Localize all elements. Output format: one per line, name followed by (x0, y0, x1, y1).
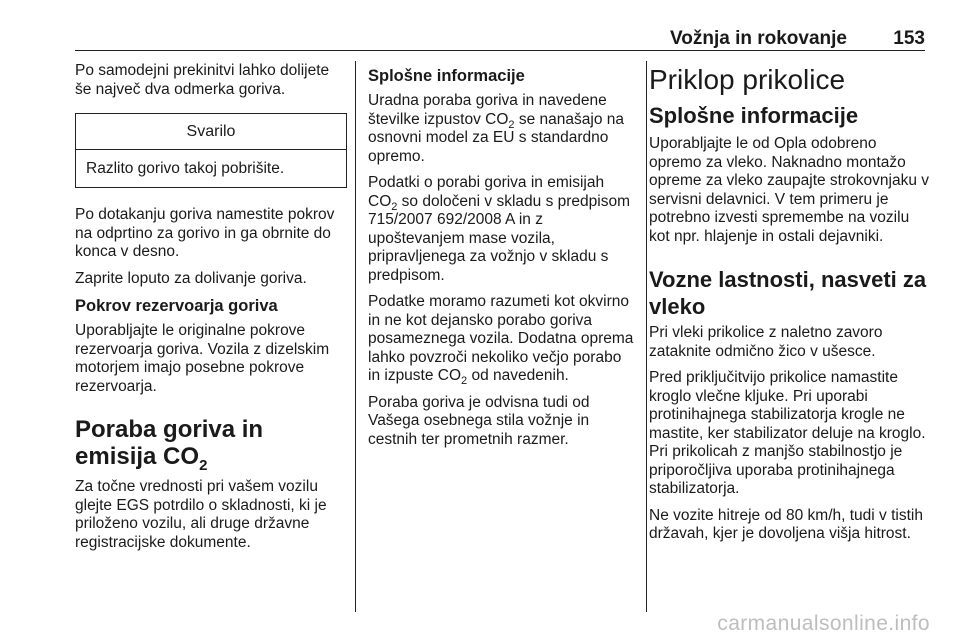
driving-tips-heading: Vozne lastnosti, nasveti za vleko (649, 267, 927, 319)
close-flap-paragraph: Zaprite loputo za dolivanje goriva. (75, 269, 307, 287)
intro-paragraph: Po samodejni prekinitvi lahko dolijete še največ dva odmerka goriva. (75, 62, 330, 98)
speed-limit-paragraph: Ne vozite hitreje od 80 km/h, tudi v tistih državah, kjer je dovoljena višja hitrost. (649, 506, 923, 542)
column-middle (368, 62, 636, 457)
co2-subscript: 2 (199, 456, 208, 474)
caution-body: Razlito gorivo takoj pobrišite. (86, 160, 285, 177)
column-divider-right (646, 61, 647, 612)
fuel-cap-heading: Pokrov rezervoarja goriva (75, 297, 278, 315)
fuel-consumption-heading (75, 416, 347, 474)
fuel-cap-paragraph: Uporabljajte le originalne pokrove rezervoarja goriva. Vozila z dizelskim motorjem imajo posebne pokrove rezervoarja. (75, 322, 330, 395)
header-rule (75, 50, 925, 51)
guideline-paragraph: Podatke moramo razumeti kot okvirno in ne kot dejansko porabo goriva posameznega vozila. Dodatna oprema lahko povzroči nekoliko večjo porabo in izpuste $CO_2$ od navedenih. (368, 293, 634, 388)
refuel-cap-paragraph: Po dotakanju goriva namestite pokrov na odprtino za gorivo in ga obrnite do konca v desno. (75, 206, 335, 260)
page-header (75, 24, 925, 50)
trailer-general-heading: Splošne informacije (649, 103, 859, 128)
caution-heading: Svarilo (76, 114, 346, 150)
fuel-values-paragraph: Za točne vrednosti pri vašem vozilu glejte EGS potrdilo o skladnosti, ki je priloženo vozilu, ali druge državne registracijske dokumente. (75, 478, 327, 551)
caution-box (75, 113, 347, 188)
breakaway-cable-paragraph: Pri vleki prikolice z naletno zavoro zataknite odmično žico v ušesce. (649, 324, 883, 360)
official-consumption-paragraph: Uradna poraba goriva in navedene številke izpustov $CO_2$ se nanašajo na osnovni model za EU s standardno opremo. (368, 92, 624, 165)
trailer-towing-title: Priklop prikolice (649, 64, 846, 95)
header-title: Vožnja in rokovanje (669, 28, 847, 49)
tow-ball-paragraph: Pred priključitvijo prikolice namastite kroglo vlečne kljuke. Pri uporabi protinihajnega stabilizatorja krogle ne mastite, ker stabilizator deluje na kroglo. Pri prikolicah z manjšo stabilnostjo je priporočljiva uporaba protinihajnega stabilizatorja. (649, 369, 926, 497)
column-divider-left (355, 61, 356, 612)
fuel-consumption-heading-line2: emisija CO (75, 443, 200, 470)
column-right (649, 62, 931, 552)
column-left (75, 62, 347, 560)
general-info-heading: Splošne informacije (368, 67, 525, 85)
regulation-paragraph: Podatki o porabi goriva in emisijah $CO_2$ so določeni v skladu s predpisom 715/2007 692/2008 A in z upoštevanjem mase vozila, pripravljenega za vožnjo v skladu s predpisom. (368, 174, 630, 284)
page-number: 153 (893, 28, 925, 49)
fuel-consumption-heading-line1: Poraba goriva in (75, 416, 264, 443)
watermark: carmanualsonline.info (717, 612, 930, 635)
trailer-general-paragraph: Uporabljajte le od Opla odobreno opremo za vleko. Naknadno montažo opreme za vleko zaupajte strokovnjaku v servisni delavnici. V tem primeru je potrebno izvesti spremembe na vozilu kot npr. hlajenje in ostali dejavniki. (649, 135, 930, 245)
driving-style-paragraph: Poraba goriva je odvisna tudi od Vašega osebnega stila vožnje in cestnih ter prometnih razmer. (368, 393, 590, 448)
